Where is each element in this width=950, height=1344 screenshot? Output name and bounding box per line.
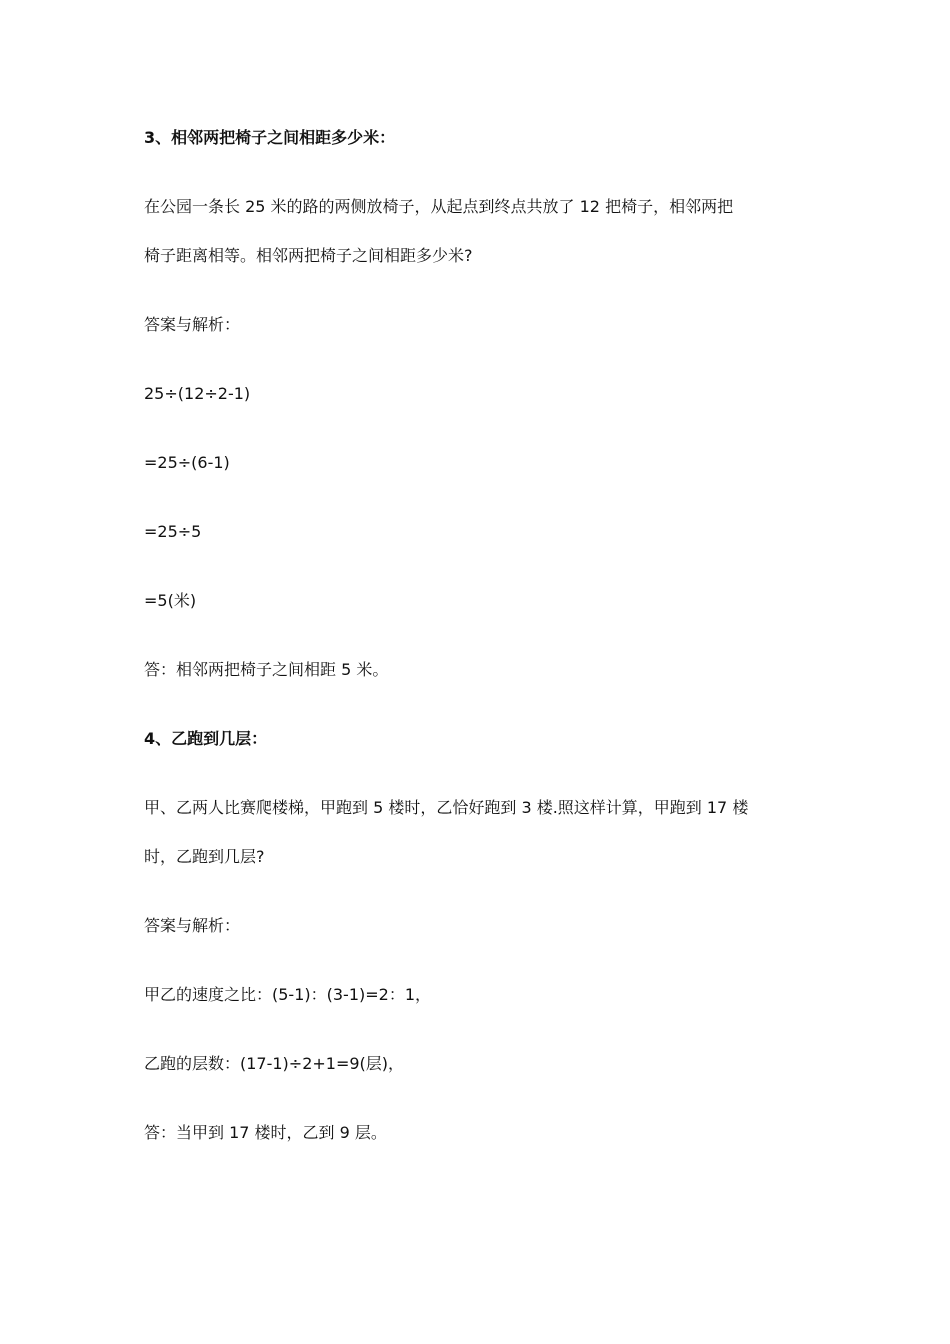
problem-4-title: 4、乙跑到几层： (144, 729, 268, 748)
problem-3-question-line-2: 椅子距离相等。相邻两把椅子之间相距多少米? (144, 246, 473, 265)
problem-4-answer-label: 答案与解析： (144, 916, 241, 935)
problem-3-solution-step-4: =5(米) (144, 591, 197, 610)
problem-3-title: 3、相邻两把椅子之间相距多少米： (144, 128, 396, 147)
problem-3-answer-label: 答案与解析： (144, 315, 241, 334)
problem-4-answer-statement: 答：当甲到 17 楼时，乙到 9 层。 (144, 1123, 387, 1142)
problem-3-answer-statement: 答：相邻两把椅子之间相距 5 米。 (144, 660, 389, 679)
problem-4-question-line-2: 时，乙跑到几层? (144, 847, 265, 866)
problem-4-solution-step-2: 乙跑的层数：(17-1)÷2+1=9(层)， (144, 1054, 405, 1073)
problem-3-solution-step-2: =25÷(6-1) (144, 453, 230, 472)
problem-4-question-line-1: 甲、乙两人比赛爬楼梯，甲跑到 5 楼时，乙恰好跑到 3 楼.照这样计算，甲跑到 17 楼 (144, 798, 749, 817)
problem-3-solution-step-1: 25÷(12÷2-1) (144, 384, 251, 403)
problem-3-question-line-1: 在公园一条长 25 米的路的两侧放椅子，从起点到终点共放了 12 把椅子，相邻两把 (144, 197, 734, 216)
problem-4-solution-step-1: 甲乙的速度之比：(5-1)：(3-1)=2：1， (144, 985, 432, 1004)
problem-3-solution-step-3: =25÷5 (144, 522, 202, 541)
